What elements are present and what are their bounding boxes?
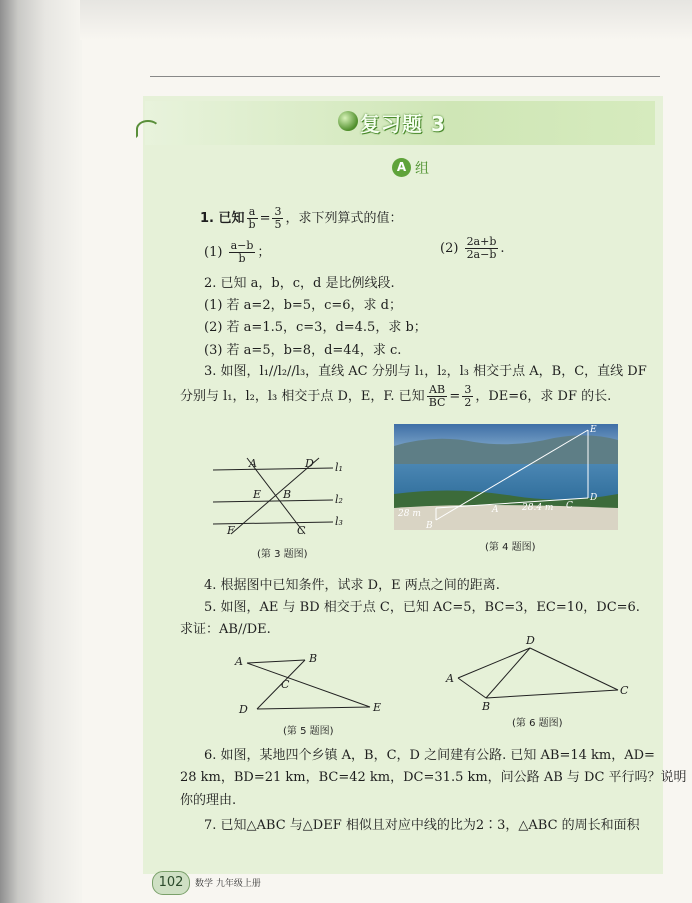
problem-6-line-2: 28 km，BD=21 km，BC=42 km，DC=31.5 km，问公路 AB 与 DC 平行吗？说明	[180, 770, 687, 785]
problem-5-line-1: 5. 如图，AE 与 BD 相交于点 C，已知 AC=5，BC=3，EC=10，DC=6.	[204, 600, 640, 615]
problem-4: 4. 根据图中已知条件，试求 D，E 两点之间的距离.	[204, 578, 500, 593]
figure-5-caption: (第 5 题图)	[283, 726, 334, 737]
problem-3-line-1: 3. 如图，l₁//l₂//l₃，直线 AC 分别与 l₁，l₂，l₃ 相交于点 A，B，C，直线 DF	[204, 364, 647, 379]
fig5-label-C: C	[281, 678, 290, 691]
problem-2-intro: 2. 已知 a，b，c，d 是比例线段.	[204, 276, 395, 291]
fig6-label-A: A	[446, 672, 454, 685]
problem-3-line-2: 分别与 l₁，l₂，l₃ 相交于点 D，E，F. 已知 $\frac{AB}{BC}$ = $\frac{3}{2}$ ，DE=6，求 DF 的长.	[180, 383, 612, 409]
section-title: 复习题 3	[360, 112, 446, 136]
label-A: A	[249, 457, 257, 470]
figure-6-quadrilateral	[440, 632, 640, 712]
problem-7: 7. 已知△ABC 与△DEF 相似且对应中线的比为2∶3，△ABC 的周长和面积	[204, 818, 640, 833]
photo-label-D: D	[590, 493, 598, 503]
fig5-label-A: A	[235, 655, 243, 668]
book-title: 数学 九年级上册	[195, 879, 261, 889]
label-l1: l₁	[335, 461, 343, 474]
label-l3: l₃	[335, 515, 343, 528]
fraction-3-over-5: $\frac{3}{5}$	[274, 205, 282, 231]
fig5-label-D: D	[239, 703, 248, 716]
problem-1-part-1: (1) $\frac{a-b}{b}$ ；	[204, 239, 271, 265]
problem-1-part-2: (2) $\frac{2a+b}{2a-b}$ .	[440, 235, 505, 261]
photo-dim-2: 28.4 m	[522, 503, 554, 513]
photo-label-B: B	[426, 521, 433, 530]
group-badge: A	[392, 158, 411, 177]
photo-label-C: C	[566, 501, 573, 511]
fraction-a-over-b: $\frac{a}{b}$	[248, 205, 256, 231]
figure-6-caption: (第 6 题图)	[512, 718, 563, 729]
problem-2-part-3: (3) 若 a=5，b=8，d=44，求 c.	[204, 343, 402, 358]
problem-2-part-1: (1) 若 a=2，b=5，c=6，求 d；	[204, 298, 402, 313]
problem-6-line-3: 你的理由.	[180, 793, 237, 808]
problem-5-line-2: 求证：AB//DE.	[180, 622, 271, 637]
photo-label-A: A	[492, 505, 499, 515]
header-rule	[150, 76, 660, 77]
label-C: C	[297, 524, 306, 537]
book-spine-shadow	[0, 0, 82, 903]
photo-dim-1: 28 m	[398, 509, 421, 519]
top-shadow	[80, 0, 692, 40]
fig5-label-B: B	[309, 652, 318, 665]
label-l2: l₂	[335, 493, 343, 506]
label-F: F	[227, 524, 235, 537]
fig6-label-B: B	[482, 700, 491, 712]
curl-ornament-icon	[136, 120, 160, 138]
figure-3-parallel-lines	[205, 454, 355, 544]
globe-icon	[338, 111, 358, 131]
group-label: 组	[415, 161, 429, 177]
figure-5-triangles	[225, 645, 395, 725]
problem-6-line-1: 6. 如图，某地四个乡镇 A，B，C，D 之间建有公路. 已知 AB=14 km，AD=	[204, 748, 655, 763]
figure-4-caption: (第 4 题图)	[485, 542, 536, 553]
fig6-label-D: D	[526, 634, 535, 647]
photo-label-E: E	[590, 425, 597, 435]
label-D: D	[305, 457, 314, 470]
figure-3-caption: (第 3 题图)	[257, 549, 308, 560]
label-E: E	[253, 488, 262, 501]
problem-2-part-2: (2) 若 a=1.5，c=3，d=4.5，求 b；	[204, 320, 427, 335]
figure-4-photo	[394, 424, 618, 530]
page-number: 102	[152, 871, 190, 895]
problem-1: 1. 已知 $\frac{a}{b}$ = $\frac{3}{5}$ ，求下列算式的值：	[200, 205, 403, 231]
fig5-label-E: E	[373, 701, 382, 714]
label-B: B	[283, 488, 292, 501]
fig6-label-C: C	[620, 684, 629, 697]
